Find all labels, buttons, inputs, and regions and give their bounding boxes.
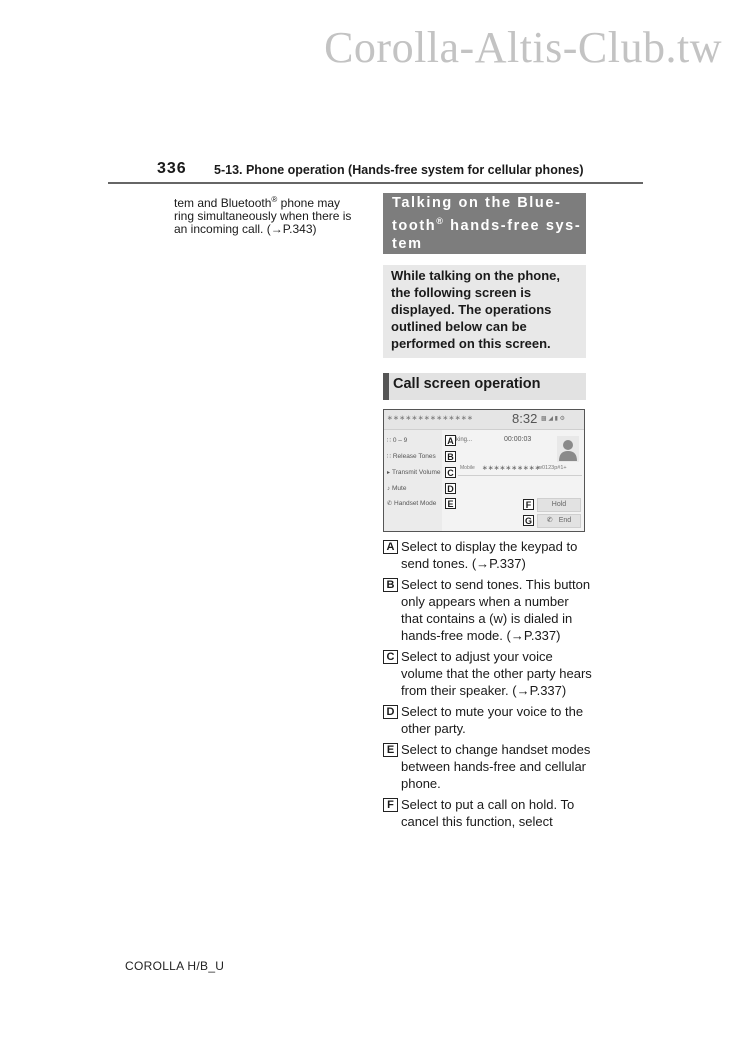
figure-left-panel	[384, 430, 442, 532]
keypad-icon: ∷	[387, 438, 391, 444]
contact-avatar-icon	[557, 436, 579, 462]
figure-end-button	[537, 514, 581, 528]
figure-masked-number: ∗∗∗∗∗∗∗∗∗∗	[482, 465, 541, 472]
tones-icon: ∷	[387, 454, 391, 460]
heading-registered-mark: ®	[436, 216, 445, 226]
list-label: E	[383, 743, 398, 757]
intro-box	[383, 265, 586, 358]
header-rule	[108, 182, 643, 184]
heading-line2b: hands-free sys-	[444, 217, 582, 234]
section-title: 5-13. Phone operation (Hands-free system for cellular phones)	[214, 163, 584, 177]
figure-handset-mode-item	[387, 500, 436, 507]
call-screen-figure	[383, 409, 585, 532]
label-b: B	[445, 451, 456, 462]
handset-icon: ✆	[387, 501, 393, 507]
label-g: G	[524, 516, 532, 526]
operations-list	[383, 538, 593, 834]
list-item	[383, 703, 593, 737]
left-text-line1-end: phone may	[277, 196, 341, 210]
speaker-icon: ▸	[387, 470, 391, 476]
footer-model-code: COROLLA H/B_U	[125, 959, 225, 973]
label-f: F	[523, 499, 534, 510]
figure-dial-code: w0123p#1+	[538, 465, 567, 471]
figure-status-text: ∗∗∗∗∗∗∗∗∗∗∗∗∗∗	[387, 415, 474, 422]
figure-hold-button: Hold	[537, 498, 581, 512]
left-text-line2: ring simultaneously when there is	[174, 209, 352, 223]
heading-line2a: tooth	[392, 217, 437, 234]
list-item	[383, 648, 593, 699]
figure-call-timer: 00:00:03	[504, 436, 532, 443]
list-item	[383, 741, 593, 792]
figure-status-bar	[384, 410, 584, 430]
list-label: D	[383, 705, 398, 719]
heading-line3: tem	[392, 235, 423, 252]
figure-clock: 8:32	[512, 411, 538, 426]
figure-end-label: End	[558, 517, 572, 524]
list-item	[383, 538, 593, 572]
intro-text: While talking on the phone, the following screen is displayed. The operations outlined below can be performed on this screen.	[391, 268, 560, 351]
list-label: B	[383, 578, 398, 592]
list-text: Select to mute your voice to the other party.	[401, 704, 584, 736]
heading-line1: Talking on the Blue-	[392, 195, 562, 211]
figure-item-label: Handset Mode	[394, 500, 437, 507]
mute-icon: ♪	[387, 486, 390, 492]
main-heading	[383, 193, 586, 254]
figure-item-label: Mute	[392, 485, 407, 492]
watermark: Corolla-Altis-Club.tw	[324, 23, 722, 72]
label-a: A	[445, 435, 456, 446]
end-call-icon: ✆	[546, 517, 553, 524]
figure-release-tones-item	[387, 453, 436, 460]
list-text: Select to put a call on hold. To cancel this function, select	[401, 797, 575, 829]
list-item	[383, 576, 593, 644]
left-text-line1: tem and Bluetooth	[174, 196, 272, 210]
figure-item-label: Release Tones	[392, 453, 436, 460]
list-text: Select to send tones. This button only appears when a number that contains a (w) is dialed in hands-free mode. (→P.337)	[401, 577, 591, 643]
figure-mobile-label: Mobile	[460, 465, 475, 471]
figure-item-label: Transmit Volume	[392, 469, 441, 476]
list-text: Select to adjust your voice volume that the other party hears from their speaker. (→P.337)	[401, 649, 592, 698]
signal-icon: ▩ ◢ ▮ ⚙	[541, 416, 565, 422]
list-label: F	[383, 798, 398, 812]
figure-mute-item	[387, 485, 406, 492]
list-label: A	[383, 540, 398, 554]
list-label: C	[383, 650, 398, 664]
figure-number-row	[458, 463, 582, 476]
left-text-line3: an incoming call. (→P.343)	[174, 222, 317, 236]
page-number: 336	[157, 160, 187, 177]
sub-heading: Call screen operation	[383, 373, 586, 400]
list-text: Select to display the keypad to send tones. (→P.337)	[401, 539, 578, 571]
figure-transmit-volume-item	[387, 469, 441, 476]
label-c: C	[445, 467, 456, 478]
registered-mark: ®	[271, 195, 278, 204]
list-text: Select to change handset modes between hands-free and cellular phone.	[401, 742, 591, 791]
list-item	[383, 796, 593, 830]
figure-caller-name: king...	[456, 437, 473, 443]
label-e: E	[445, 498, 456, 509]
label-d: D	[445, 483, 456, 494]
left-column-text	[174, 193, 374, 236]
figure-item-label: 0 – 9	[392, 437, 408, 444]
figure-keypad-item	[387, 437, 407, 444]
